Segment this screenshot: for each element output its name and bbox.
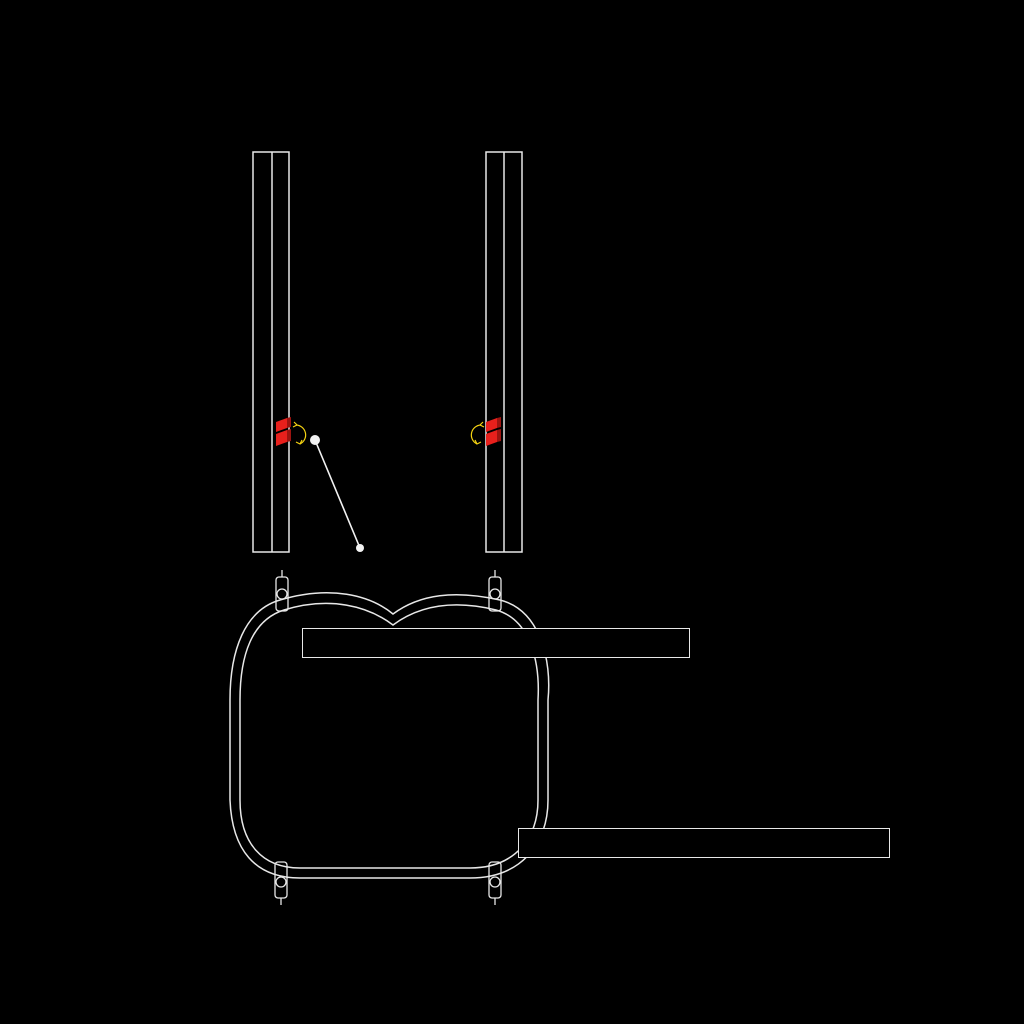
right-adjust-arrows-icon bbox=[471, 422, 484, 444]
right-seat-marker bbox=[486, 417, 501, 446]
seat-bolts bbox=[275, 570, 501, 905]
bolt-bottom-left bbox=[275, 862, 287, 905]
left-adjust-arrows-icon bbox=[293, 422, 306, 444]
callout-075cm bbox=[302, 628, 690, 658]
right-rail bbox=[486, 152, 522, 552]
callout-15cm bbox=[518, 828, 890, 858]
bolt-top-left bbox=[276, 570, 288, 611]
bolt-bottom-right bbox=[489, 862, 501, 905]
example-pointer bbox=[310, 435, 364, 552]
left-rail bbox=[253, 152, 289, 552]
bolt-top-right bbox=[489, 570, 501, 611]
